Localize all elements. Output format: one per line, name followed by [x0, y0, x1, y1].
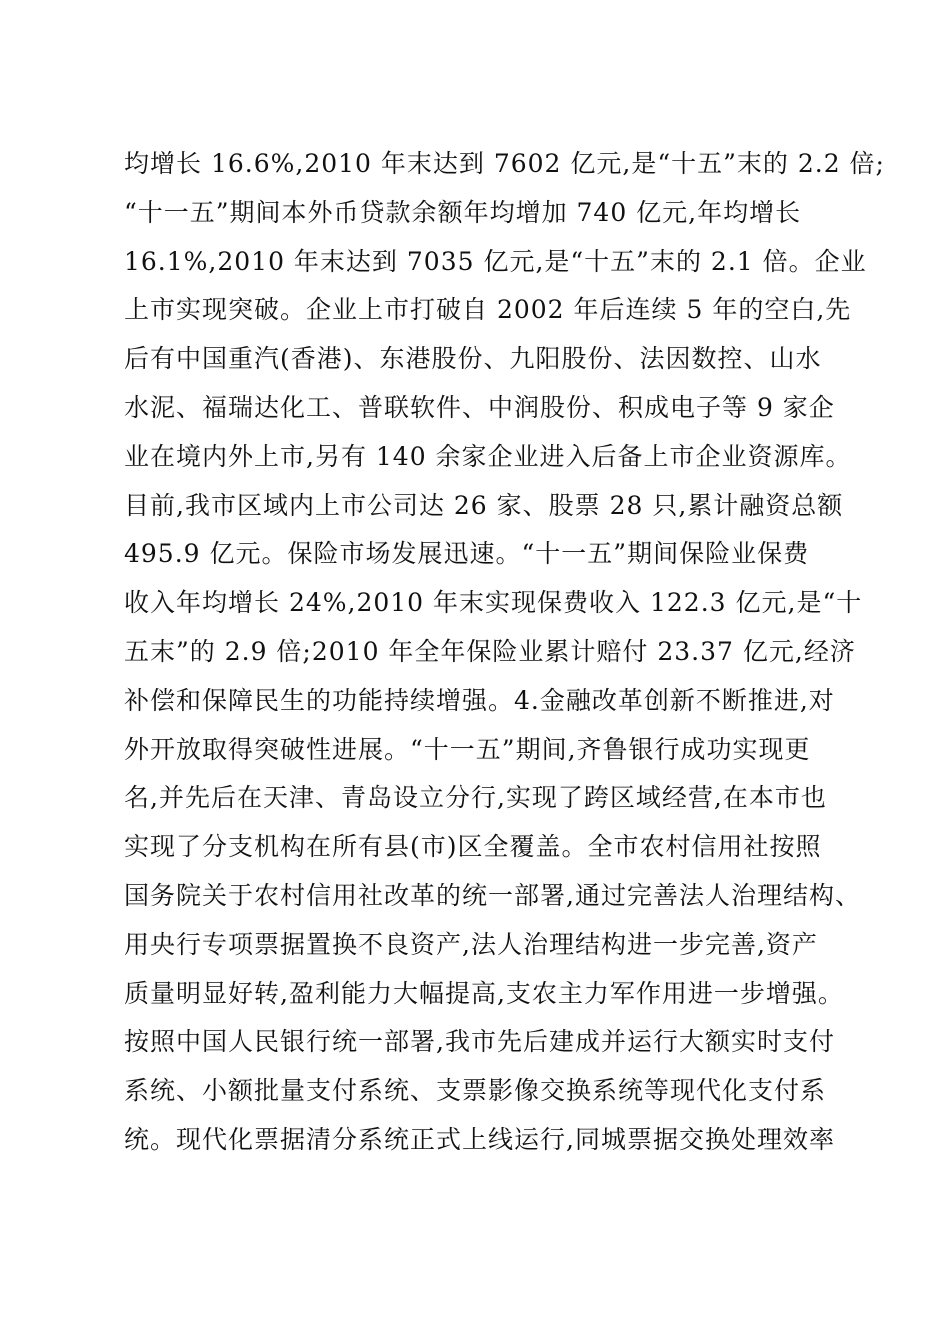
- text-line: 系统、小额批量支付系统、支票影像交换系统等现代化支付系: [124, 1076, 827, 1106]
- text-line: 水泥、福瑞达化工、普联软件、中润股份、积成电子等 9 家企: [124, 392, 835, 422]
- body-text: [124, 140, 885, 1165]
- text-line: 16.1%,2010 年末达到 7035 亿元,是“十五”末的 2.1 倍。企业: [124, 246, 867, 276]
- text-line: 收入年均增长 24%,2010 年末实现保费收入 122.3 亿元,是“十: [124, 588, 863, 618]
- text-line: 名,并先后在天津、青岛设立分行,实现了跨区域经营,在本市也: [124, 783, 827, 813]
- text-line: 用央行专项票据置换不良资产,法人治理结构进一步完善,资产: [124, 929, 818, 959]
- text-line: 统。现代化票据清分系统正式上线运行,同城票据交换处理效率: [124, 1124, 835, 1154]
- text-line: 后有中国重汽(香港)、东港股份、九阳股份、法因数控、山水: [124, 344, 822, 374]
- text-line: 均增长 16.6%,2010 年末达到 7602 亿元,是“十五”末的 2.2 倍;: [124, 149, 885, 178]
- text-line: 业在境内外上市,另有 140 余家企业进入后备上市企业资源库。: [124, 441, 852, 471]
- text-line: “十一五”期间本外币贷款余额年均增加 740 亿元,年均增长: [124, 197, 802, 227]
- text-line: 实现了分支机构在所有县(市)区全覆盖。全市农村信用社按照: [124, 832, 822, 862]
- text-line: 上市实现突破。企业上市打破自 2002 年后连续 5 年的空白,先: [124, 295, 852, 325]
- text-line: 补偿和保障民生的功能持续增强。4.金融改革创新不断推进,对: [124, 685, 835, 715]
- text-line: 质量明显好转,盈利能力大幅提高,支农主力军作用进一步增强。: [124, 978, 844, 1008]
- text-line: 国务院关于农村信用社改革的统一部署,通过完善法人治理结构、: [124, 880, 861, 910]
- text-line: 外开放取得突破性进展。“十一五”期间,齐鲁银行成功实现更: [124, 734, 811, 764]
- text-line: 目前,我市区域内上市公司达 26 家、股票 28 只,累计融资总额: [124, 490, 844, 520]
- text-line: 五末”的 2.9 倍;2010 年全年保险业累计赔付 23.37 亿元,经济: [124, 636, 856, 666]
- text-line: 495.9 亿元。保险市场发展迅速。“十一五”期间保险业保费: [124, 539, 810, 569]
- text-line: 按照中国人民银行统一部署,我市先后建成并运行大额实时支付: [124, 1027, 835, 1057]
